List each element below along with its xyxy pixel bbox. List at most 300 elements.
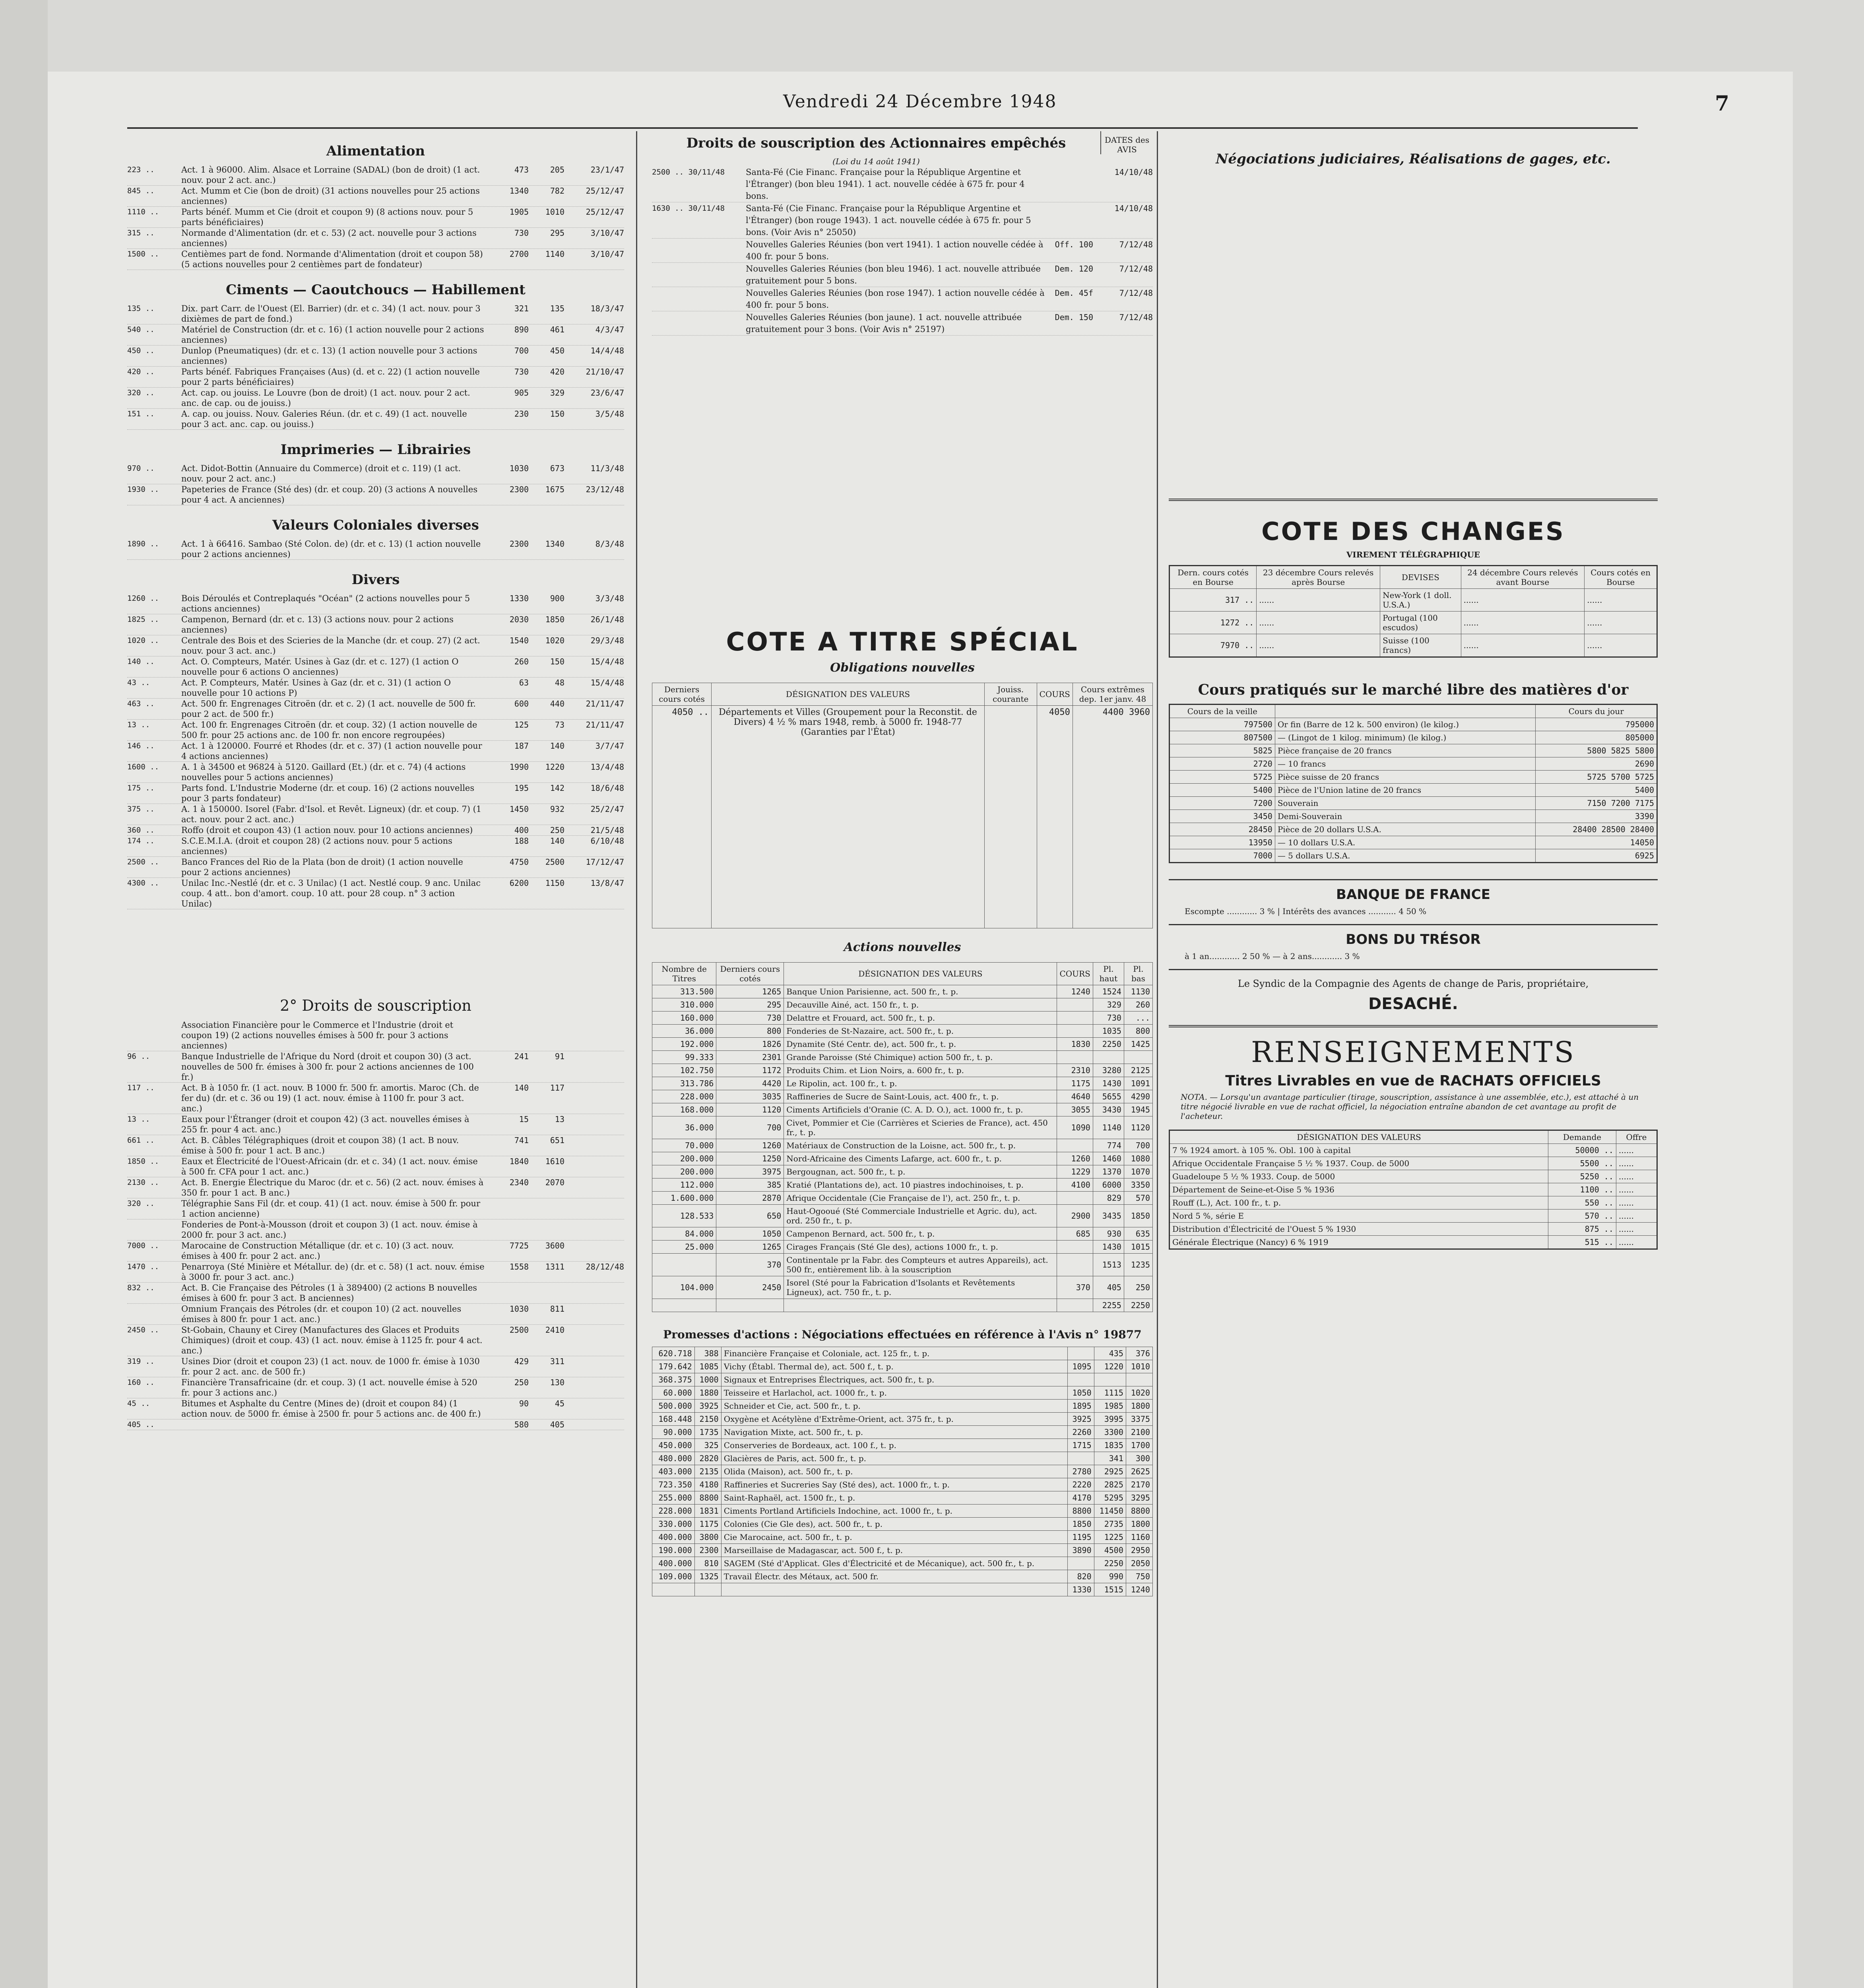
- cell-v2: 811: [550, 1304, 564, 1314]
- table-cell: Dynamite (Sté Centr. de), act. 500 fr., t. p.: [784, 1038, 1057, 1051]
- cell-v2: 1850: [545, 615, 564, 624]
- cell-v: Dem. 45f: [1055, 288, 1093, 298]
- table-cell: 1715: [1067, 1439, 1094, 1452]
- table-cell: 774: [1093, 1139, 1124, 1152]
- table-cell: 450.000: [652, 1439, 695, 1452]
- table-cell: [1067, 1373, 1094, 1386]
- cell-dt: [564, 1177, 624, 1198]
- table-cell: 1835: [1094, 1439, 1126, 1452]
- list-item: [127, 1114, 624, 1135]
- nota-text: NOTA. — Lorsqu'un avantage particulier (tirage, souscription, assistance à une assemblée, etc.), est attaché à un titre négocié livrable en vue de rachat officiel, la négociation entraîne abandon de cet avantage au profit de l'acheteur.: [1181, 1092, 1639, 1121]
- table-cell: 102.750: [652, 1064, 716, 1077]
- table-cell: 370: [716, 1254, 784, 1276]
- table-cell: 60.000: [652, 1386, 695, 1400]
- table-cell: — (Lingot de 1 kilog. minimum) (le kilog.): [1275, 731, 1536, 744]
- table-row: [652, 1139, 1153, 1152]
- table-cell: 300: [1126, 1452, 1152, 1465]
- table-cell: Raffineries et Sucreries Say (Sté des), act. 1000 fr., t. p.: [721, 1478, 1067, 1491]
- cell-d: 1930 ..: [127, 485, 159, 494]
- table-row: [652, 1544, 1153, 1557]
- cell-t: Penarroya (Sté Minière et Métallur. de) (dr. et c. 58) (1 act. nouv. émise à 3000 fr. pour 3 act. anc.): [181, 1262, 485, 1282]
- table-row: [1170, 731, 1657, 744]
- cell-t: Nouvelles Galeries Réunies (bon bleu 1946). 1 act. nouvelle attribuée gratuitement pour 5 bons.: [746, 264, 1041, 285]
- table-cell: ......: [1585, 612, 1657, 634]
- list-item: [127, 346, 624, 367]
- cell-v: 400: [514, 825, 529, 835]
- table-cell: Raffineries de Sucre de Saint-Louis, act. 400 fr., t. p.: [784, 1090, 1057, 1103]
- table-cell: 7000: [1170, 849, 1275, 863]
- table-cell: ......: [1257, 612, 1380, 634]
- section-coloniales-title: Valeurs Coloniales diverses: [272, 517, 479, 533]
- column-header: 23 décembre Cours relevés après Bourse: [1257, 566, 1380, 589]
- section-ciments: [127, 303, 624, 430]
- cell-t: Act. B. Câbles Télégraphiques (droit et coupon 38) (1 act. B nouv. émise à 500 fr. pour 1 act. B anc.): [181, 1136, 459, 1155]
- list-item: [127, 1020, 624, 1051]
- table-row: [652, 706, 1153, 928]
- cell-d: 1850 ..: [127, 1157, 159, 1166]
- table-cell: 1240: [1057, 985, 1093, 998]
- table-cell: 730: [716, 1011, 784, 1025]
- column-header: Dern. cours cotés en Bourse: [1170, 566, 1257, 589]
- table-cell: 3035: [716, 1090, 784, 1103]
- table-cell: 3975: [716, 1165, 784, 1178]
- cell-d: 2500 .. 30/11/48: [652, 168, 725, 177]
- table-cell: 1430: [1093, 1077, 1124, 1090]
- table-cell: 480.000: [652, 1452, 695, 1465]
- obl-last: 4050 ..: [652, 706, 712, 928]
- list-item: [127, 1283, 624, 1304]
- table-cell: Banque Union Parisienne, act. 500 fr., t. p.: [784, 985, 1057, 998]
- table-cell: 4640: [1057, 1090, 1093, 1103]
- cell-t: Act. 100 fr. Engrenages Citroën (dr. et coup. 32) (1 action nouvelle de 500 fr. pour 25 actions anc. de 100 fr. non encore regroupées): [181, 720, 477, 740]
- cell-d: 2450 ..: [127, 1326, 159, 1334]
- cell-d: 4300 ..: [127, 879, 159, 887]
- table-cell: 325: [694, 1439, 721, 1452]
- cell-t: Act. B. Cie Française des Pétroles (1 à 389400) (2 actions B nouvelles émises à 600 fr. pour 3 act. B anciennes): [181, 1283, 477, 1303]
- list-item: [127, 699, 624, 720]
- cell-dt: 14/10/48: [1114, 204, 1153, 213]
- list-item: [652, 263, 1153, 287]
- cell-v: 6200: [509, 878, 529, 888]
- table-cell: [1057, 1299, 1093, 1312]
- table-cell: 650: [716, 1205, 784, 1227]
- list-item: [127, 783, 624, 804]
- cell-v: 195: [514, 783, 529, 793]
- table-cell: Oxygène et Acétylène d'Extrême-Orient, act. 375 fr., t. p.: [721, 1413, 1067, 1426]
- cell-v2: 1020: [545, 636, 564, 645]
- cell-t: Matériel de Construction (dr. et c. 16) (1 action nouvelle pour 2 actions anciennes): [181, 325, 484, 345]
- table-cell: Grande Paroisse (Sté Chimique) action 500 fr., t. p.: [784, 1051, 1057, 1064]
- table-cell: Afrique Occidentale Française 5 ½ % 1937. Coup. de 5000: [1170, 1157, 1548, 1170]
- list-item: [127, 593, 624, 614]
- table-cell: 4290: [1124, 1090, 1152, 1103]
- cell-dt: [564, 1241, 624, 1261]
- cell-v2: 13: [555, 1114, 564, 1124]
- column-header: COURS: [1057, 963, 1093, 985]
- table-cell: 2310: [1057, 1064, 1093, 1077]
- cell-v2: 1220: [545, 762, 564, 772]
- column-header: Pl. haut: [1093, 963, 1124, 985]
- table-cell: Rouff (L.), Act. 100 fr., t. p.: [1170, 1196, 1548, 1209]
- column-header: DÉSIGNATION DES VALEURS: [1170, 1130, 1548, 1144]
- list-item: [127, 303, 624, 324]
- table-cell: 405: [1093, 1276, 1124, 1299]
- cell-t: Act. cap. ou jouiss. Le Louvre (bon de droit) (1 act. nouv. pour 2 act. anc. de cap. ou de jouiss.): [181, 388, 470, 408]
- cell-v: [485, 1020, 529, 1051]
- banque-france-line: Escompte ............ 3 % | Intérêts des avances ........... 4 50 %: [1185, 907, 1427, 916]
- table-row: [652, 1505, 1153, 1518]
- cell-dt: 21/5/48: [590, 825, 624, 835]
- table-cell: 930: [1093, 1227, 1124, 1241]
- renseignements-title: RENSEIGNEMENTS: [1251, 1035, 1575, 1069]
- cell-dt: [564, 1419, 624, 1430]
- cell-dt: 23/12/48: [586, 485, 624, 494]
- table-cell: 370: [1057, 1276, 1093, 1299]
- cell-dt: 25/12/47: [586, 207, 624, 217]
- table-cell: [1057, 1139, 1093, 1152]
- column-header: Cours de la veille: [1170, 705, 1275, 718]
- cell-dt: 7/12/48: [1119, 240, 1153, 249]
- table-cell: ......: [1616, 1196, 1657, 1209]
- cell-t: Act. Mumm et Cie (bon de droit) (31 actions nouvelles pour 25 actions anciennes): [181, 186, 480, 206]
- table-cell: Delattre et Frouard, act. 500 fr., t. p.: [784, 1011, 1057, 1025]
- table-cell: 403.000: [652, 1465, 695, 1478]
- table-cell: ......: [1616, 1236, 1657, 1249]
- cell-v: 1840: [509, 1157, 529, 1166]
- cote-titre-special-title: COTE A TITRE SPÉCIAL: [726, 627, 1079, 657]
- bons-tresor-line: à 1 an............ 2 50 % — à 2 ans............ 3 %: [1185, 951, 1360, 961]
- cell-dt: [564, 1020, 624, 1051]
- table-cell: 2255: [1093, 1299, 1124, 1312]
- cell-v2: 135: [550, 304, 564, 313]
- table-row: [652, 1465, 1153, 1478]
- column-divider-2: [1157, 131, 1158, 1988]
- table-cell: ......: [1616, 1170, 1657, 1183]
- table-row: [652, 1051, 1153, 1064]
- cell-v2: 450: [550, 346, 564, 355]
- table-cell: 800: [716, 1025, 784, 1038]
- cell-dt: 23/6/47: [590, 388, 624, 398]
- list-item: [652, 239, 1153, 263]
- table-cell: 1800: [1126, 1400, 1152, 1413]
- negociations-title: Négociations judiciaires, Réalisations de gages, etc.: [1216, 151, 1611, 167]
- cell-v: 1450: [509, 804, 529, 814]
- list-item: [127, 409, 624, 430]
- column-header: Derniers cours cotés: [652, 683, 712, 706]
- cell-v: [485, 1283, 529, 1303]
- cell-v2: 73: [555, 720, 564, 730]
- table-cell: 4100: [1057, 1178, 1093, 1192]
- table-cell: 1115: [1094, 1386, 1126, 1400]
- table-cell: 200.000: [652, 1152, 716, 1165]
- table-row: [652, 1557, 1153, 1570]
- table-cell: [721, 1583, 1067, 1596]
- table-cell: 317 ..: [1170, 589, 1257, 612]
- list-item: [127, 539, 624, 560]
- cell-dt: [564, 1377, 624, 1398]
- syndic-line: Le Syndic de la Compagnie des Agents de change de Paris, propriétaire,: [1237, 978, 1589, 989]
- cell-d: 223 ..: [127, 165, 155, 174]
- cell-d: 1890 ..: [127, 540, 159, 548]
- cell-d: 13 ..: [127, 720, 150, 729]
- list-item: [127, 1377, 624, 1398]
- list-item: [127, 228, 624, 249]
- droits-empeches-list: [652, 166, 1153, 619]
- table-cell: 260: [1124, 998, 1152, 1011]
- table-cell: 1265: [716, 1241, 784, 1254]
- cell-v2: 1140: [545, 249, 564, 259]
- table-cell: 168.448: [652, 1413, 695, 1426]
- table-cell: 1260: [1057, 1152, 1093, 1165]
- cell-t: Campenon, Bernard (dr. et c. 13) (3 actions nouv. pour 2 actions anciennes): [181, 615, 454, 635]
- cell-dt: [564, 1083, 624, 1114]
- cell-v: 700: [514, 346, 529, 355]
- table-row: [652, 1347, 1153, 1360]
- cell-dt: [564, 1156, 624, 1177]
- table-cell: 3055: [1057, 1103, 1093, 1116]
- cell-v: 63: [519, 678, 529, 687]
- cell-dt: 8/3/48: [595, 539, 624, 549]
- table-cell: 6925: [1536, 849, 1657, 863]
- cell-v2: 405: [550, 1420, 564, 1429]
- cell-d: 845 ..: [127, 186, 155, 195]
- list-item: [127, 857, 624, 878]
- cell-dt: 15/4/48: [590, 678, 624, 687]
- list-item: [127, 165, 624, 186]
- cell-v2: 1340: [545, 539, 564, 549]
- table-cell: 13950: [1170, 836, 1275, 849]
- table-row: [652, 1276, 1153, 1299]
- cell-t: Parts fond. L'Industrie Moderne (dr. et coup. 16) (2 actions nouvelles pour 3 parts fondateur): [181, 783, 475, 803]
- table-cell: 250: [1124, 1276, 1152, 1299]
- table-cell: 797500: [1170, 718, 1275, 731]
- cell-v2: 48: [555, 678, 564, 687]
- table-cell: 723.350: [652, 1478, 695, 1491]
- table-cell: 14050: [1536, 836, 1657, 849]
- column-header: [1275, 705, 1536, 718]
- list-item: [127, 1219, 624, 1241]
- cell-t: Centrale des Bois et des Scieries de la Manche (dr. et coup. 27) (2 act. nouv. pour 3 act. anc.): [181, 636, 480, 656]
- cell-v: [1049, 166, 1093, 202]
- table-row: [652, 1178, 1153, 1192]
- table-cell: 3375: [1126, 1413, 1152, 1426]
- table-cell: 1010: [1126, 1360, 1152, 1373]
- cell-d: 320 ..: [127, 1199, 155, 1208]
- list-item: [127, 484, 624, 505]
- table-cell: Colonies (Cie Gle des), act. 500 fr., t. p.: [721, 1518, 1067, 1531]
- table-cell: 1430: [1093, 1241, 1124, 1254]
- cell-v: 2300: [509, 539, 529, 549]
- cell-d: 174 ..: [127, 837, 155, 845]
- table-row: [1170, 1223, 1657, 1236]
- cell-t: Parts bénéf. Mumm et Cie (droit et coupon 9) (8 actions nouv. pour 5 parts bénéficiaires): [181, 207, 473, 227]
- cell-t: A. 1 à 150000. Isorel (Fabr. d'Isol. et Revêt. Ligneux) (dr. et coup. 7) (1 act. nouv. pour 2 act. anc.): [181, 804, 482, 824]
- cell-t: Act. B à 1050 fr. (1 act. nouv. B 1000 fr. 500 fr. amortis. Maroc (Ch. de fer du) (dr. et c. 36 ou 19) (1 act. nouv. émise à 1100 fr. pour 3 act. anc.): [181, 1083, 479, 1113]
- table-row: [1170, 849, 1657, 863]
- cell-t: Parts bénéf. Fabriques Françaises (Aus) (d. et c. 22) (1 action nouvelle pour 2 parts bénéficiaires): [181, 367, 480, 387]
- cell-dt: 13/4/48: [590, 762, 624, 772]
- table-cell: 3295: [1126, 1491, 1152, 1505]
- obl-extremes: [1073, 706, 1152, 928]
- table-cell: 400.000: [652, 1531, 695, 1544]
- table-cell: Saint-Raphaël, act. 1500 fr., t. p.: [721, 1491, 1067, 1505]
- table-cell: 8800: [1126, 1505, 1152, 1518]
- table-cell: 128.533: [652, 1205, 716, 1227]
- table-cell: New-York (1 doll. U.S.A.): [1380, 589, 1461, 612]
- cell-t: Act. 1 à 120000. Fourré et Rhodes (dr. et c. 37) (1 action nouvelle pour 4 actions anciennes): [181, 741, 482, 761]
- section-coloniales: [127, 539, 624, 560]
- table-cell: 1325: [694, 1570, 721, 1583]
- cell-t: Marocaine de Construction Métallique (dr. et c. 10) (3 act. nouv. émises à 400 fr. pour 2 act. anc.): [181, 1241, 454, 1261]
- section-alimentation-title: Alimentation: [326, 143, 425, 159]
- cell-dt: 6/10/48: [590, 836, 624, 846]
- titres-table: [1169, 1130, 1658, 1250]
- cell-t: Act. 1 à 96000. Alim. Alsace et Lorraine (SADAL) (bon de droit) (1 act. nouv. pour 2 act. anc.): [181, 165, 480, 185]
- table-cell: Générale Électrique (Nancy) 6 % 1919: [1170, 1236, 1548, 1249]
- obl-jouiss: [984, 706, 1037, 928]
- table-row: [652, 1531, 1153, 1544]
- cell-v: 741: [514, 1136, 529, 1145]
- cell-d: 175 ..: [127, 784, 155, 792]
- section-divers: [127, 593, 624, 909]
- table-cell: 1425: [1124, 1038, 1152, 1051]
- list-item: [127, 1156, 624, 1177]
- cell-t: Santa-Fé (Cie Financ. Française pour la République Argentine et l'Étranger) (bon rouge 1943). 1 act. nouvelle cédée à 675 fr. pour 5 bons. (Voir Avis n° 25050): [746, 204, 1031, 237]
- table-cell: 1091: [1124, 1077, 1152, 1090]
- table-cell: Demi-Souverain: [1275, 810, 1536, 823]
- table-cell: 1050: [1067, 1386, 1094, 1400]
- table-cell: 3390: [1536, 810, 1657, 823]
- table-cell: [652, 1299, 716, 1312]
- cell-v: 125: [514, 720, 529, 730]
- table-cell: 1945: [1124, 1103, 1152, 1116]
- cell-t: Roffo (droit et coupon 43) (1 action nouv. pour 10 actions anciennes): [181, 825, 473, 835]
- cell-v2: 1150: [545, 878, 564, 888]
- table-cell: 70.000: [652, 1139, 716, 1152]
- cell-d: 463 ..: [127, 699, 155, 708]
- negociations-blank-space: [1169, 173, 1658, 499]
- cell-dt: 7/12/48: [1119, 264, 1153, 274]
- table-cell: [1057, 1254, 1093, 1276]
- cell-d: 2500 ..: [127, 858, 159, 866]
- section-imprimeries: [127, 463, 624, 505]
- table-row: [652, 1103, 1153, 1116]
- cell-d: 135 ..: [127, 304, 155, 313]
- table-cell: 2150: [694, 1413, 721, 1426]
- table-row: [652, 1205, 1153, 1227]
- table-cell: 313.500: [652, 985, 716, 998]
- promesses-table: [652, 1347, 1153, 1596]
- table-cell: 84.000: [652, 1227, 716, 1241]
- cell-d: [127, 1219, 179, 1240]
- table-row: [652, 1491, 1153, 1505]
- section-ciments-title: Ciments — Caoutchoucs — Habillement: [226, 282, 526, 298]
- section-souscription: [127, 1020, 624, 1430]
- table-cell: 1735: [694, 1426, 721, 1439]
- list-item: [127, 324, 624, 346]
- table-cell: — 10 francs: [1275, 757, 1536, 771]
- table-cell: Pièce française de 20 francs: [1275, 744, 1536, 757]
- table-cell: ......: [1585, 589, 1657, 612]
- table-cell: 2820: [694, 1452, 721, 1465]
- list-item: [127, 1304, 624, 1325]
- titres-livrables-title: Titres Livrables en vue de RACHATS OFFICIELS: [1225, 1073, 1601, 1089]
- table-row: [652, 1426, 1153, 1439]
- or-table: [1169, 704, 1658, 863]
- table-cell: Nord 5 %, série E: [1170, 1209, 1548, 1223]
- cell-d: 96 ..: [127, 1052, 150, 1061]
- cell-v: 2340: [509, 1178, 529, 1187]
- cell-dt: [564, 1135, 624, 1156]
- table-row: [652, 1400, 1153, 1413]
- cell-v: 15: [519, 1114, 529, 1124]
- table-cell: 875 ..: [1548, 1223, 1616, 1236]
- table-row: [652, 998, 1153, 1011]
- cell-t: Santa-Fé (Cie Financ. Française pour la République Argentine et l'Étranger) (bon bleu 1941). 1 act. nouvelle cédée à 675 fr. pour 4 bons.: [746, 167, 1025, 201]
- cell-v2: [529, 1219, 564, 1240]
- table-cell: [1126, 1373, 1152, 1386]
- table-cell: — 10 dollars U.S.A.: [1275, 836, 1536, 849]
- table-cell: 200.000: [652, 1165, 716, 1178]
- table-row: [1170, 1144, 1657, 1157]
- table-cell: Conserveries de Bordeaux, act. 100 f., t. p.: [721, 1439, 1067, 1452]
- cell-v: 230: [514, 409, 529, 419]
- banque-france-title: BANQUE DE FRANCE: [1336, 887, 1490, 903]
- table-cell: 2220: [1067, 1478, 1094, 1491]
- table-cell: 179.642: [652, 1360, 695, 1373]
- table-cell: 730: [1093, 1011, 1124, 1025]
- cell-t: Centièmes part de fond. Normande d'Alimentation (droit et coupon 58) (5 actions nouvelles pour 2 centièmes part de fondateur): [181, 249, 483, 269]
- cell-v2: 117: [550, 1083, 564, 1093]
- table-row: [1170, 836, 1657, 849]
- table-row: [652, 1165, 1153, 1178]
- cell-t: Nouvelles Galeries Réunies (bon jaune). 1 act. nouvelle attribuée gratuitement pour 3 bons. (Voir Avis n° 25197): [746, 313, 1022, 334]
- table-cell: 1850: [1124, 1205, 1152, 1227]
- cell-t: Dix. part Carr. de l'Ouest (El. Barrier) (dr. et c. 34) (1 act. nouv. pour 3 dixièmes de part de fond.): [181, 304, 481, 324]
- table-cell: 385: [716, 1178, 784, 1192]
- cell-v: 7725: [509, 1241, 529, 1250]
- cell-v: 905: [514, 388, 529, 398]
- cell-dt: 3/7/47: [595, 741, 624, 751]
- table-cell: 1830: [1057, 1038, 1093, 1051]
- table-cell: 2260: [1067, 1426, 1094, 1439]
- table-cell: 800: [1124, 1025, 1152, 1038]
- cell-v: 90: [519, 1399, 529, 1408]
- table-cell: 807500: [1170, 731, 1275, 744]
- table-cell: Or fin (Barre de 12 k. 500 environ) (le kilog.): [1275, 718, 1536, 731]
- table-cell: 3890: [1067, 1544, 1094, 1557]
- table-row: [1170, 1209, 1657, 1223]
- cell-dt: 29/3/48: [590, 636, 624, 645]
- cell-v2: 461: [550, 325, 564, 334]
- table-row: [1170, 1170, 1657, 1183]
- obligations-nouvelles-title: Obligations nouvelles: [830, 661, 975, 675]
- table-cell: 310.000: [652, 998, 716, 1011]
- table-cell: 550 ..: [1548, 1196, 1616, 1209]
- table-cell: Portugal (100 escudos): [1380, 612, 1461, 634]
- table-cell: 500.000: [652, 1400, 695, 1413]
- list-item: [127, 656, 624, 678]
- cell-v: Dem. 150: [1055, 313, 1093, 322]
- table-cell: [1067, 1452, 1094, 1465]
- obl-lo: 3960: [1129, 707, 1150, 717]
- table-cell: 2250: [1093, 1038, 1124, 1051]
- table-cell: ......: [1616, 1209, 1657, 1223]
- table-cell: 2900: [1057, 1205, 1093, 1227]
- table-cell: 3925: [1067, 1413, 1094, 1426]
- table-cell: 228.000: [652, 1505, 695, 1518]
- table-cell: 1515: [1094, 1583, 1126, 1596]
